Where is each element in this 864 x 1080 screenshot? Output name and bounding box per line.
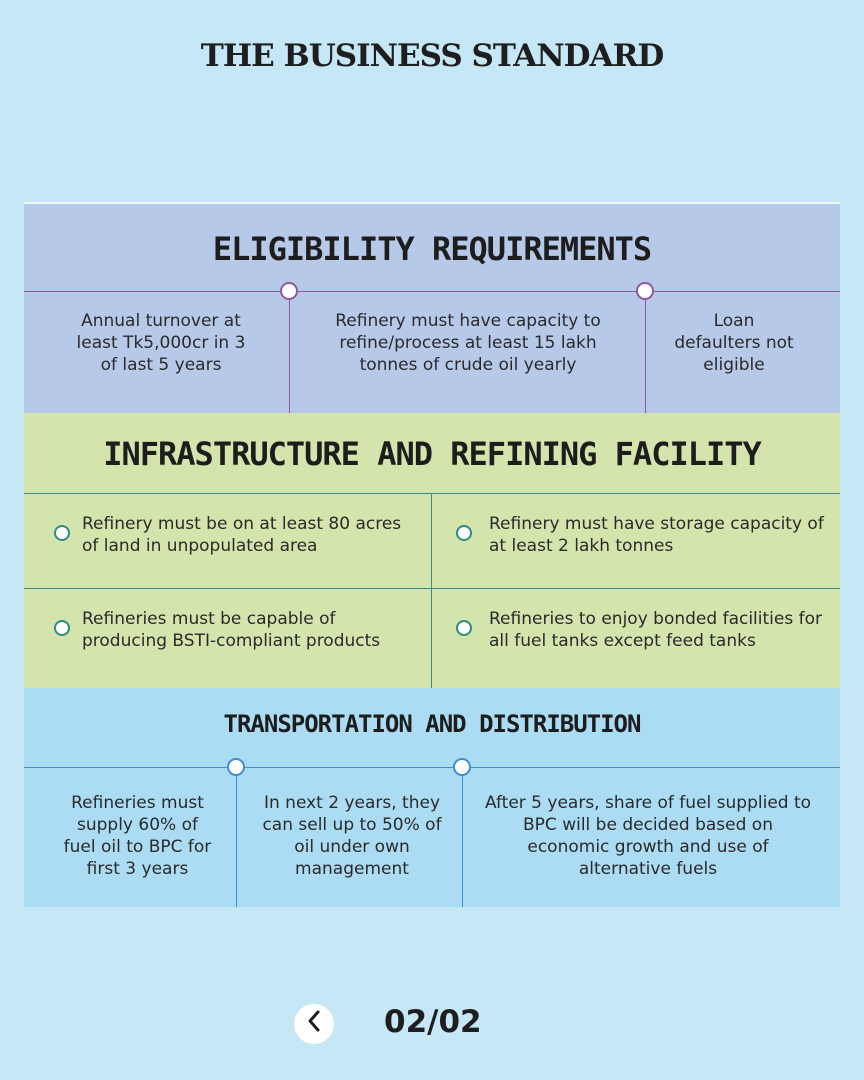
node-marker: [280, 282, 298, 300]
bullet-icon: [456, 620, 472, 636]
infrastructure-item: Refineries to enjoy bonded facilities for all fuel tanks except feed tanks: [489, 609, 822, 651]
bullet-icon: [54, 525, 70, 541]
infrastructure-section: [24, 413, 840, 688]
eligibility-item: Loan defaulters not eligible: [674, 311, 794, 375]
divider: [289, 291, 290, 413]
eligibility-item: Annual turnover at least Tk5,000cr in 3 of last 5 years: [76, 311, 246, 375]
infographic-card: [24, 202, 840, 905]
transportation-item: Refineries must supply 60% of fuel oil to BPC for first 3 years: [63, 793, 212, 879]
divider: [645, 291, 646, 413]
infrastructure-item: Refinery must be on at least 80 acres of land in unpopulated area: [82, 514, 402, 556]
divider: [24, 493, 840, 494]
previous-page-button[interactable]: [294, 1004, 334, 1044]
infrastructure-title: INFRASTRUCTURE AND REFINING FACILITY: [103, 435, 761, 473]
eligibility-title: ELIGIBILITY REQUIREMENTS: [212, 230, 652, 268]
divider: [462, 767, 463, 907]
brand-logo: THE BUSINESS STANDARD: [200, 38, 664, 74]
infrastructure-item: Refineries must be capable of producing BSTI-compliant products: [82, 609, 381, 651]
page-indicator: 02/02: [384, 1004, 482, 1040]
node-marker: [636, 282, 654, 300]
transportation-item: After 5 years, share of fuel supplied to BPC will be decided based on economic growth and use of alternative fuels: [484, 793, 812, 879]
bullet-icon: [54, 620, 70, 636]
infrastructure-item: Refinery must have storage capacity of at least 2 lakh tonnes: [489, 514, 824, 556]
divider: [24, 291, 840, 292]
node-marker: [227, 758, 245, 776]
divider: [236, 767, 237, 907]
transportation-section: [24, 688, 840, 907]
node-marker: [453, 758, 471, 776]
bullet-icon: [456, 525, 472, 541]
transportation-item: In next 2 years, they can sell up to 50% of oil under own management: [262, 793, 442, 879]
chevron-left-icon: [306, 1010, 322, 1038]
eligibility-section: [24, 204, 840, 413]
divider: [431, 493, 432, 688]
divider: [24, 588, 840, 589]
divider: [24, 767, 840, 768]
transportation-title: TRANSPORTATION AND DISTRIBUTION: [223, 710, 641, 738]
eligibility-item: Refinery must have capacity to refine/process at least 15 lakh tonnes of crude oil yearly: [335, 311, 601, 375]
